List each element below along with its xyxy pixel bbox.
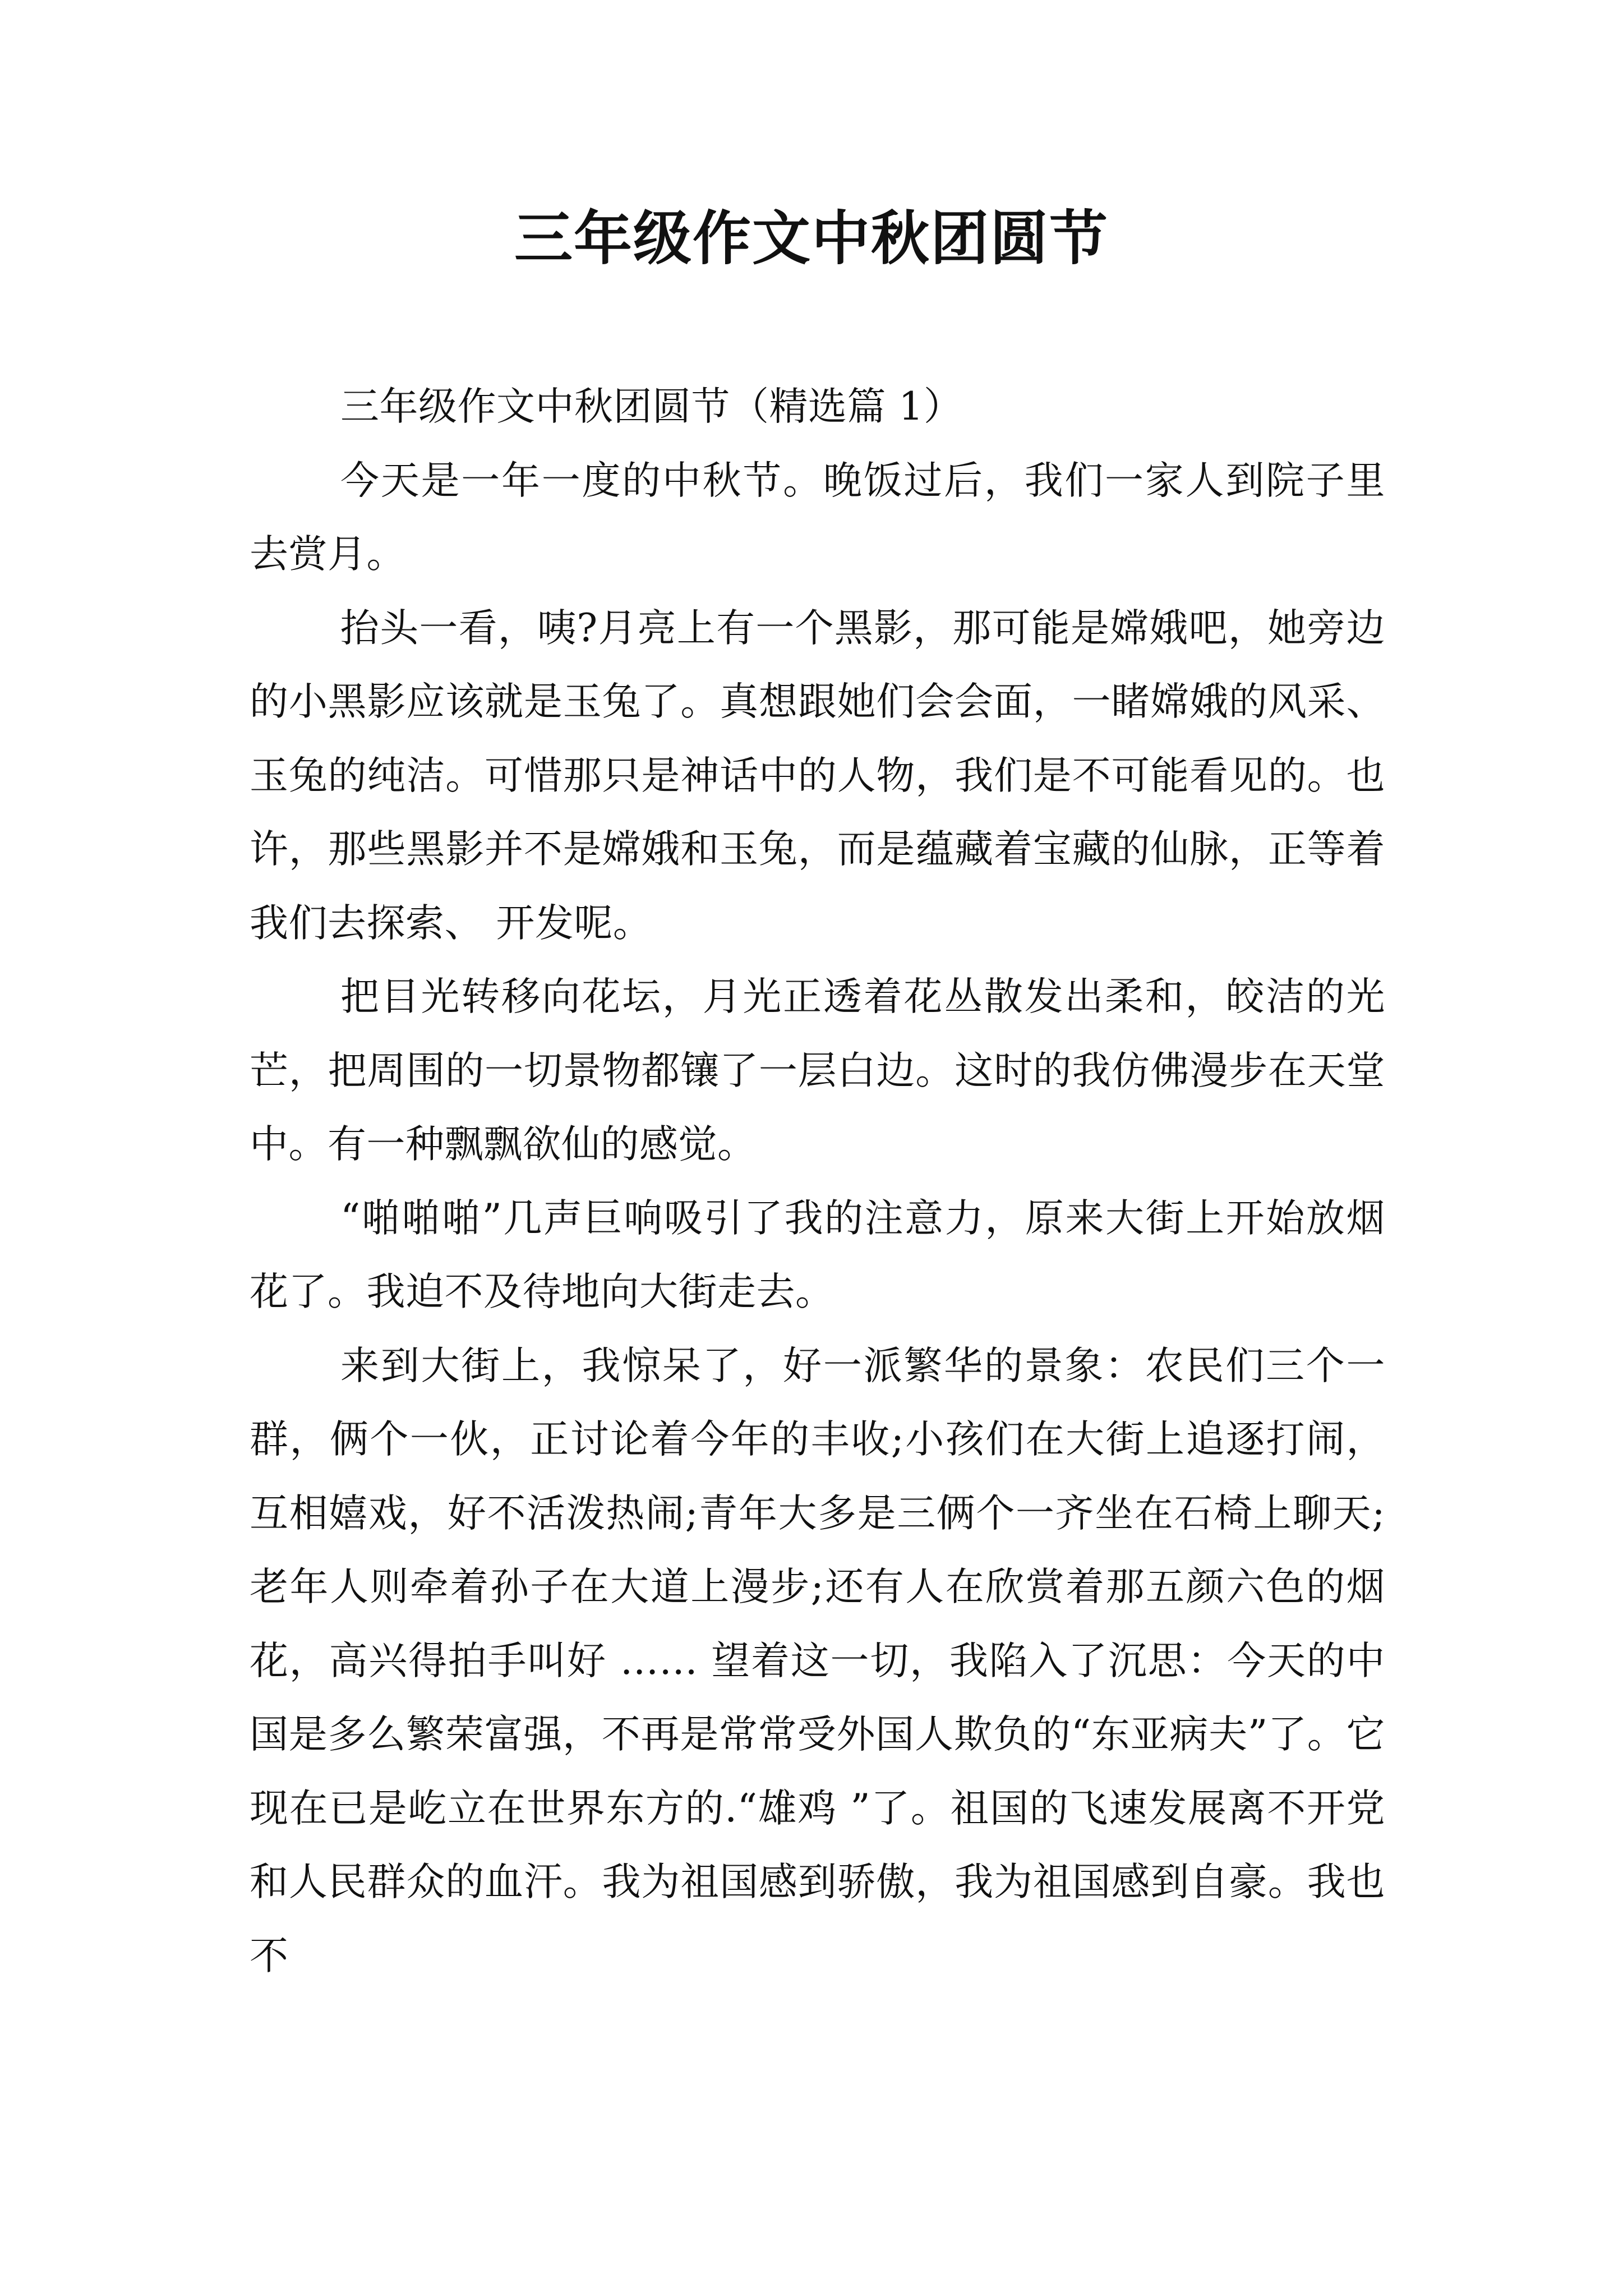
paragraph: 抬头一看，咦?月亮上有一个黑影，那可能是嫦娥吧，她旁边的小黑影应该就是玉兔了。真想跟她们会会面，一睹嫦娥的风采、 玉兔的纯洁。可惜那只是神话中的人物，我们是不可能看见的。也许，那些黑影并不是嫦娥和玉兔，而是蕴藏着宝藏的仙脉，正等着我们去探索、 开发呢。 — [250, 605, 1385, 946]
paragraph-subtitle: 三年级作文中秋团圆节（精选篇 1） — [340, 384, 963, 429]
paragraph: 今天是一年一度的中秋节。晚饭过后，我们一家人到院子里去赏月。 — [250, 458, 1385, 577]
document-body — [250, 370, 1385, 1993]
paragraph: 把目光转移向花坛，月光正透着花丛散发出柔和，皎洁的光芒，把周围的一切景物都镶了一层白边。这时的我仿佛漫步在天堂中。有一种飘飘欲仙的感觉。 — [250, 974, 1385, 1167]
paragraph: “啪啪啪”几声巨响吸引了我的注意力，原来大街上开始放烟花了。我迫不及待地向大街走去。 — [250, 1195, 1385, 1314]
paragraph: 来到大街上，我惊呆了，好一派繁华的景象：农民们三个一群，俩个一伙，正讨论着今年的丰收;小孩们在大街上追逐打闹，互相嬉戏，好不活泼热闹;青年大多是三俩个一齐坐在石椅上聊天;老年人则牵着孙子在大道上漫步;还有人在欣赏着那五颜六色的烟花，高兴得拍手叫好 …… 望着这一切，我陷入了沉思：今天的中国是多么繁荣富强，不再是常常受外国人欺负的“东亚病夫”了。它现在已是屹立在世界东方的.“雄鸡 ”了。祖国的飞速发展离不开党和人民群众的血汗。我为祖国感到骄傲，我为祖国感到自豪。我也不 — [250, 1343, 1385, 1978]
document-title: 三年级作文中秋团圆节 — [514, 204, 1109, 273]
